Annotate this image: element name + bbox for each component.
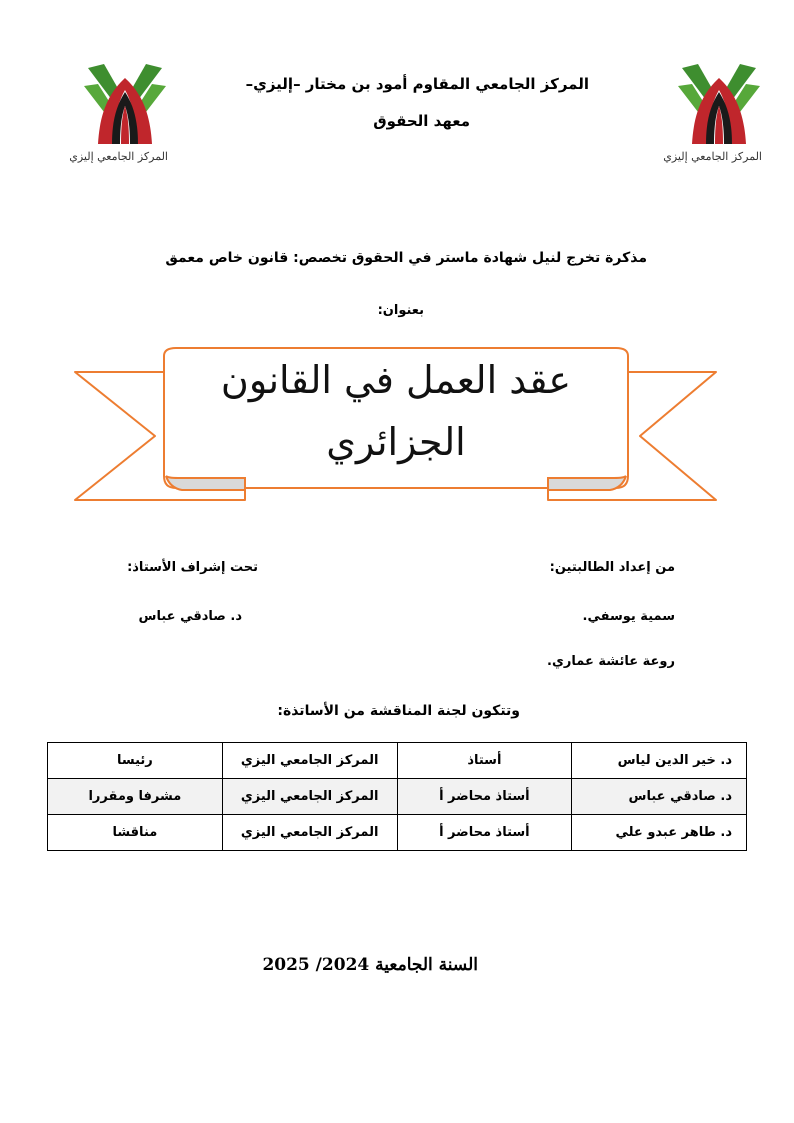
student-name-1: سمية يوسفي. (582, 609, 675, 624)
jury-role: مناقشا (48, 815, 223, 851)
thesis-title-line1: عقد العمل في القانون (220, 358, 572, 402)
table-row (48, 779, 747, 815)
academic-year: السنة الجامعية 2024/ 2025 (262, 955, 478, 975)
jury-intro: وتتكون لجنة المناقشة من الأساتذة: (277, 703, 520, 719)
jury-name: د. صادقي عباس (572, 779, 747, 815)
jury-rank: أستاذ محاضر أ (397, 779, 572, 815)
table-row (48, 743, 747, 779)
students-label: من إعداد الطالبتين: (549, 560, 675, 575)
jury-rank: أستاذ محاضر أ (397, 815, 572, 851)
jury-institution: المركز الجامعي اليزي (222, 779, 397, 815)
supervisor-name: د. صادقي عباس (138, 609, 242, 624)
thesis-title-line2: الجزائري (326, 420, 466, 464)
logo-caption: المركز الجامعي إليزي (663, 150, 762, 163)
institute-name: معهد الحقوق (373, 112, 470, 130)
jury-role: مشرفا ومقررا (48, 779, 223, 815)
jury-institution: المركز الجامعي اليزي (222, 815, 397, 851)
institution-name: المركز الجامعي المقاوم أمود بن مختار –إليزي– (245, 75, 589, 93)
student-name-2: روعة عائشة عماري. (547, 654, 675, 669)
logo-caption: المركز الجامعي إليزي (69, 150, 168, 163)
jury-table (47, 742, 747, 851)
title-label: بعنوان: (377, 303, 424, 318)
table-row (48, 815, 747, 851)
jury-role: رئيسا (48, 743, 223, 779)
degree-line: مذكرة تخرج لنيل شهادة ماستر في الحقوق تخصص: قانون خاص معمق (165, 250, 647, 266)
jury-institution: المركز الجامعي اليزي (222, 743, 397, 779)
jury-name: د. خير الدين لياس (572, 743, 747, 779)
jury-name: د. طاهر عبدو علي (572, 815, 747, 851)
jury-rank: أستاذ (397, 743, 572, 779)
supervisor-label: تحت إشراف الأستاذ: (127, 560, 258, 575)
